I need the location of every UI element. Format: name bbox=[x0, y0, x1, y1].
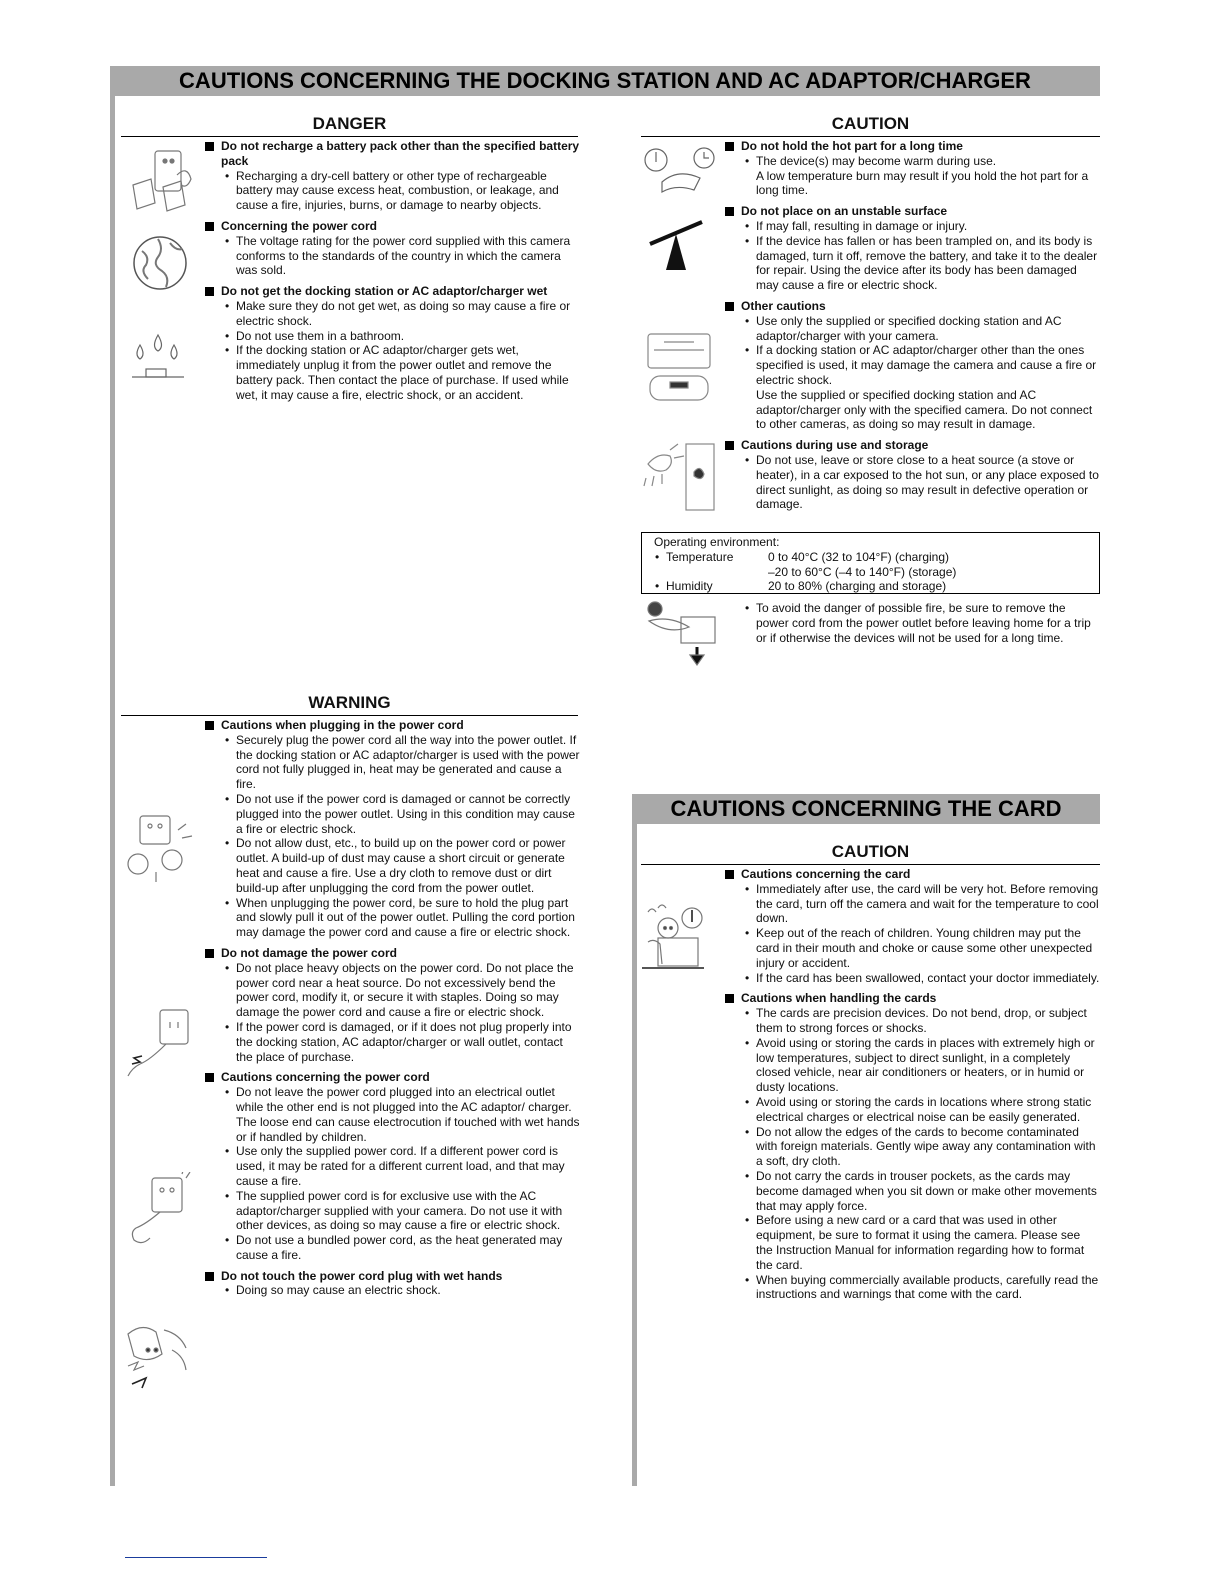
warning-bullet: • When unplugging the power cord, be sure to hold the plug part and slowly pull it out of the power outlet. Pulling the cord portion may damage the power cord and cause a fire or electric shock. bbox=[205, 896, 580, 940]
caution-card-bullet: • Before using a new card or a card that was used in other equipment, be sure to format it using the camera. Please see the Instruction Manual for information regarding how to format the card. bbox=[725, 1213, 1100, 1272]
danger-bullet: • Make sure they do not get wet, as doing so may cause a fire or electric shock. bbox=[205, 299, 580, 329]
caution-card-title: CAUTION bbox=[641, 842, 1100, 865]
env-temp-label: • Temperature bbox=[666, 550, 733, 565]
left-margin-bar bbox=[110, 96, 115, 1486]
caution-card-bullet: • The cards are precision devices. Do not bend, drop, or subject them to strong forces or shocks. bbox=[725, 1006, 1100, 1036]
caution-card-content bbox=[725, 867, 1100, 1308]
caution-card-bullet: • When buying commercially available products, carefully read the instructions and warnings that come with the card. bbox=[725, 1273, 1100, 1303]
env-temp-charging: 0 to 40°C (32 to 104°F) (charging) bbox=[768, 549, 950, 564]
card-banner: CAUTIONS CONCERNING THE CARD bbox=[632, 794, 1100, 824]
warning-bullet: • The supplied power cord is for exclusive use with the AC adaptor/charger supplied with your camera. Do not use it with other devices, as doing so may cause a fire or electric shock. bbox=[205, 1189, 580, 1233]
warning-content bbox=[205, 718, 580, 1304]
caution-dock-bullet: • The device(s) may become warm during use. bbox=[725, 154, 1100, 169]
caution-card-bullet: • Avoid using or storing the cards in locations where strong static electrical charges or electrical noise can be easily generated. bbox=[725, 1095, 1100, 1125]
docking-station-illustration bbox=[644, 330, 716, 404]
warning-bullet: • Do not use a bundled power cord, as the heat generated may cause a fire. bbox=[205, 1233, 580, 1263]
danger-head-1: Do not recharge a battery pack other than the specified battery pack bbox=[205, 139, 580, 169]
warning-head-4: Do not touch the power cord plug with wet hands bbox=[205, 1269, 580, 1284]
trip-note: • To avoid the danger of possible fire, be sure to remove the power cord from the power outlet before leaving home for a trip or if otherwise the devices will not be used for a long time. bbox=[725, 601, 1100, 645]
env-row-humidity bbox=[654, 579, 1099, 594]
caution-card-bullet: • If the card has been swallowed, contact your doctor immediately. bbox=[725, 971, 1100, 986]
caution-dock-head-3: Other cautions bbox=[725, 299, 1100, 314]
warning-bullet: • Do not allow dust, etc., to build up on the power cord or power outlet. A build-up of dust may cause a short circuit or generate heat and cause a fire. Use a dry cloth to remove dust or dirt build-up after unplugging the cord from the power outlet. bbox=[205, 836, 580, 895]
caution-dock-title: CAUTION bbox=[641, 114, 1100, 137]
caution-card-bullet: • Immediately after use, the card will be very hot. Before removing the card, turn off the camera and wait for the temperature to cool down. bbox=[725, 882, 1100, 926]
caution-dock-content bbox=[725, 139, 1100, 518]
plug-outlet-illustration bbox=[124, 812, 198, 884]
operating-environment-box bbox=[641, 532, 1100, 594]
warning-bullet: • Doing so may cause an electric shock. bbox=[205, 1283, 580, 1298]
caution-card-bullet: • Avoid using or storing the cards in places with extremely high or low temperatures, subject to direct sunlight, in a completely closed vehicle, near air conditioners or heaters, or in humid or dusty locations. bbox=[725, 1036, 1100, 1095]
danger-head-3: Do not get the docking station or AC adaptor/charger wet bbox=[205, 284, 580, 299]
battery-recharge-illustration bbox=[125, 145, 195, 220]
env-humidity-value: 20 to 80% (charging and storage) bbox=[768, 579, 947, 594]
warning-title: WARNING bbox=[121, 693, 578, 716]
warning-bullet: • Do not place heavy objects on the power cord. Do not place the power cord near a heat source. Do not excessively bend the power cord, modify it, or secure it with staples. Doing so may damage the power cord and cause a fire or electric shock. bbox=[205, 961, 580, 1020]
warning-bullet: • If the power cord is damaged, or if it does not plug properly into the docking station, AC adaptor/charger or wall outlet, contact the place of purchase. bbox=[205, 1020, 580, 1064]
footer-link-underline bbox=[125, 1557, 267, 1558]
caution-dock-bullet: • Do not use, leave or store close to a heat source (a stove or heater), in a car exposed to the hot sun, or any place exposed to direct sunlight, as doing so may result in defective operation or damage. bbox=[725, 453, 1100, 512]
hot-card-illustration bbox=[642, 902, 708, 972]
caution-card-bullet: • Do not allow the edges of the cards to become contaminated with foreign materials. Gently wipe away any contamination with a soft, dry cloth. bbox=[725, 1125, 1100, 1169]
power-cord-outlet-illustration bbox=[126, 1172, 196, 1248]
env-humidity-label: • Humidity bbox=[666, 579, 713, 594]
unplug-trip-illustration bbox=[641, 597, 723, 669]
caution-dock-bullet: • If may fall, resulting in damage or injury. bbox=[725, 219, 1100, 234]
caution-dock-head-1: Do not hold the hot part for a long time bbox=[725, 139, 1100, 154]
danger-bullet: • If the docking station or AC adaptor/charger gets wet, immediately unplug it from the power outlet and remove the battery pack. Then contact the place of purchase. If used while wet, it may cause a fire, electric shock, or an accident. bbox=[205, 343, 580, 402]
hot-part-illustration bbox=[642, 142, 720, 194]
env-row-temp bbox=[654, 550, 1099, 565]
danger-bullet: • Recharging a dry-cell battery or other type of rechargeable battery may cause excess heat, combustion, or leakage, and cause a fire, injuries, burns, or damage to nearby objects. bbox=[205, 169, 580, 213]
danger-bullet: • Do not use them in a bathroom. bbox=[205, 329, 580, 344]
trip-note-block bbox=[725, 601, 1100, 651]
warning-bullet: • Use only the supplied power cord. If a different power cord is used, it may be rated for a different current load, and that may cause a fire. bbox=[205, 1144, 580, 1188]
wet-hands-plug-illustration bbox=[120, 1320, 198, 1394]
warning-bullet: • Do not leave the power cord plugged into an electrical outlet while the other end is not plugged into the AC adaptor/ charger. The loose end can cause electrocution if touched with wet hands or if handled by children. bbox=[205, 1085, 580, 1144]
unstable-surface-icon bbox=[648, 216, 708, 272]
warning-bullet: • Do not use if the power cord is damaged or cannot be correctly plugged into the power outlet. Using in this condition may cause a fire or electric shock. bbox=[205, 792, 580, 836]
danger-title: DANGER bbox=[121, 114, 578, 137]
damaged-cord-illustration bbox=[124, 1004, 194, 1078]
caution-dock-bullet: • Use only the supplied or specified docking station and AC adaptor/charger with your camera. bbox=[725, 314, 1100, 344]
wet-drops-illustration bbox=[128, 325, 188, 385]
caution-dock-bullet: • If the device has fallen or has been trampled on, and its body is damaged, turn it off, remove the battery, and take it to the dealer for repair. Using the device after its body has been damaged may cause a fire or electric shock. bbox=[725, 234, 1100, 293]
caution-dock-bullet: • If a docking station or AC adaptor/charger other than the ones specified is used, it may damage the camera and cause a fire or electric shock. bbox=[725, 343, 1100, 387]
caution-dock-continuation: Use the supplied or specified docking station and AC adaptor/charger only with the specified camera. Do not connect to other cameras, as doing so may result in damage. bbox=[756, 387, 1093, 432]
warning-head-3: Cautions concerning the power cord bbox=[205, 1070, 580, 1085]
danger-content bbox=[205, 139, 580, 409]
caution-card-bullet: • Do not carry the cards in trouser pockets, as the cards may become damaged when you sit down or make other movements that may apply force. bbox=[725, 1169, 1100, 1213]
caution-card-bullet: • Keep out of the reach of children. Young children may put the card in their mouth and choke or cause some other unexpected injury or accident. bbox=[725, 926, 1100, 970]
caution-dock-head-2: Do not place on an unstable surface bbox=[725, 204, 1100, 219]
caution-dock-continuation: A low temperature burn may result if you hold the hot part for a long time. bbox=[756, 168, 1089, 198]
danger-bullet: • The voltage rating for the power cord supplied with this camera conforms to the standards of the country in which the camera was sold. bbox=[205, 234, 580, 278]
heat-source-illustration bbox=[642, 442, 720, 522]
danger-head-2: Concerning the power cord bbox=[205, 219, 580, 234]
env-temp-storage: –20 to 60°C (–4 to 140°F) (storage) bbox=[768, 564, 957, 579]
env-row-storage bbox=[654, 565, 1099, 580]
caution-card-head-2: Cautions when handling the cards bbox=[725, 991, 1100, 1006]
warning-bullet: • Securely plug the power cord all the way into the power outlet. If the docking station or AC adaptor/charger is used with the power cord not fully plugged in, heat may be generated and cause a fire. bbox=[205, 733, 580, 792]
caution-dock-head-4: Cautions during use and storage bbox=[725, 438, 1100, 453]
main-banner: CAUTIONS CONCERNING THE DOCKING STATION AND AC ADAPTOR/CHARGER bbox=[110, 66, 1100, 96]
globe-icon bbox=[128, 233, 192, 293]
warning-head-1: Cautions when plugging in the power cord bbox=[205, 718, 580, 733]
card-margin-bar bbox=[632, 824, 637, 1486]
caution-card-head-1: Cautions concerning the card bbox=[725, 867, 1100, 882]
warning-head-2: Do not damage the power cord bbox=[205, 946, 580, 961]
env-label: Operating environment: bbox=[654, 535, 780, 549]
